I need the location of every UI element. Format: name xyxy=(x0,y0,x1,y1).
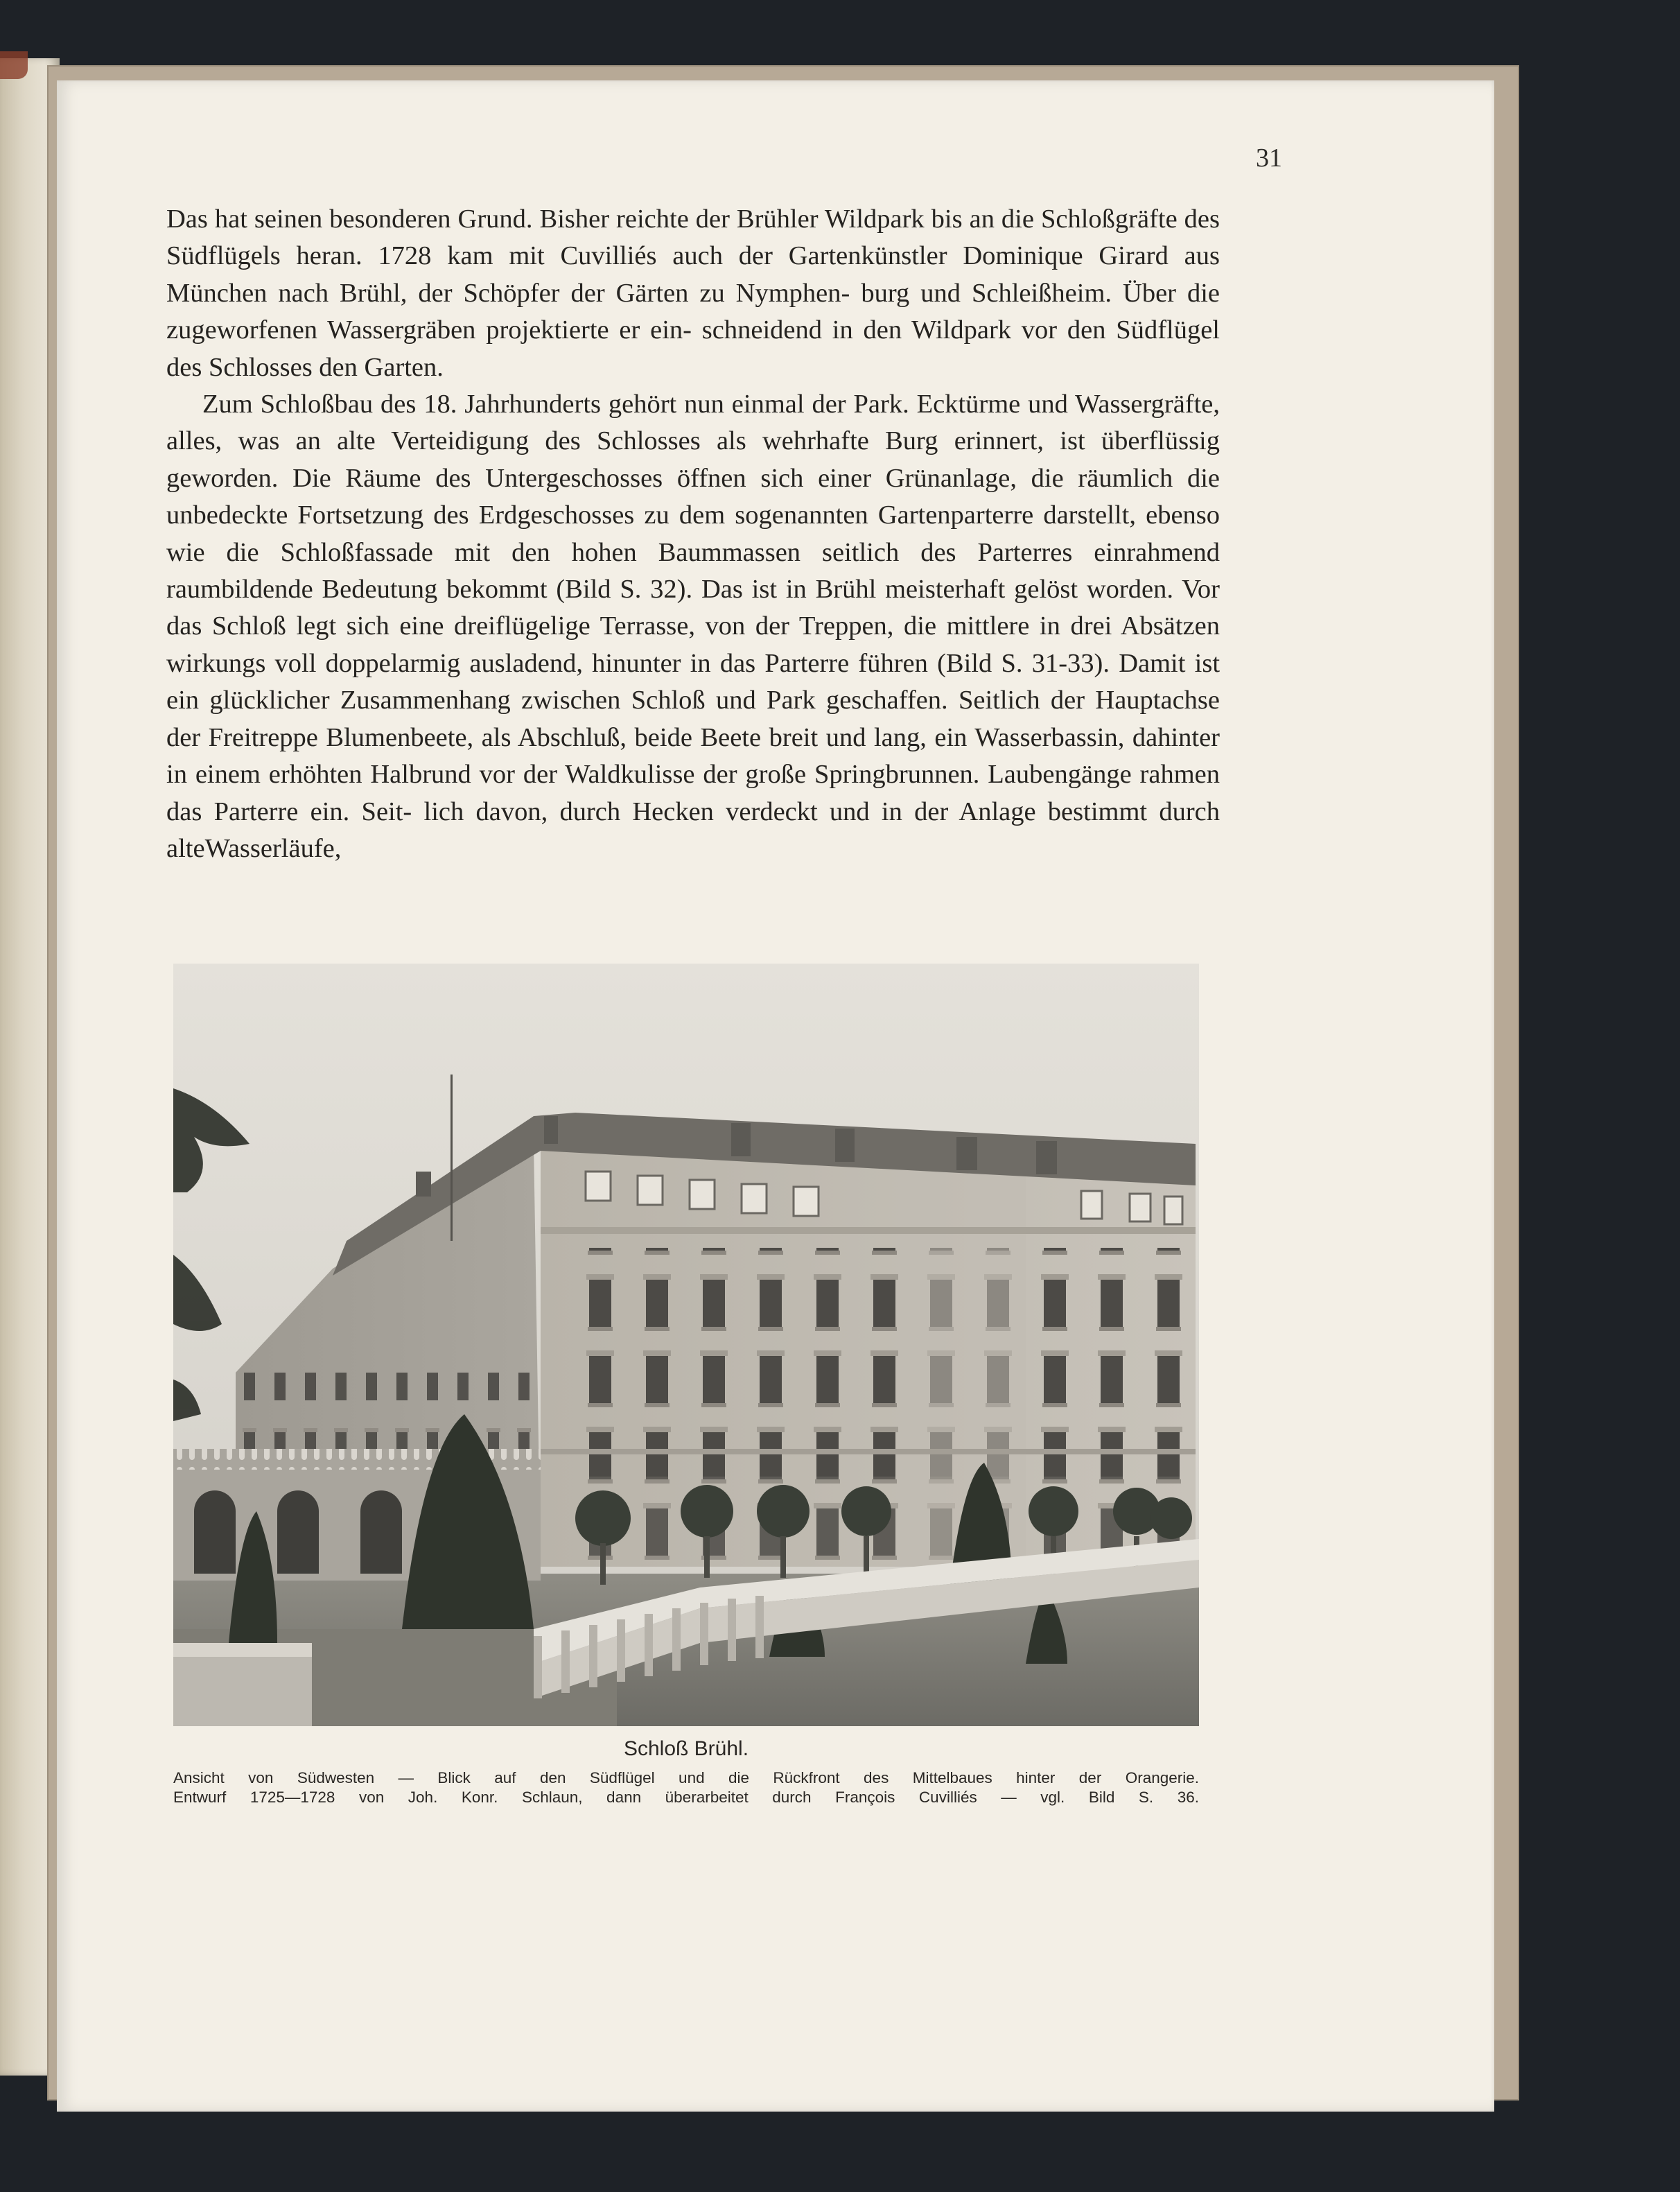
text-line: erinnert, ist überflüssig geworden. Die Räume des Untergeschosses öffnen sich xyxy=(166,426,1220,493)
text-line: und Wassergräfte, alles, was an alte Verteidigung des Schlosses als wehrhafte Burg xyxy=(166,390,1220,456)
text-line: lich davon, durch Hecken verdeckt und in der Anlage bestimmt durch alteWasserläufe, xyxy=(166,797,1220,863)
text-line: Waldkulisse der große Springbrunnen. Laubengänge rahmen das Parterre ein. Seit- xyxy=(166,760,1220,826)
text-line: Dominique Girard aus München nach Brühl, der Schöpfer der Gärten zu Nymphen- xyxy=(166,241,1220,308)
text-line: dem sogenannten Gartenparterre darstellt, ebenso wie die Schloßfassade mit den xyxy=(166,501,1220,567)
figure-caption-line: Entwurf 1725—1728 von Joh. Konr. Schlaun, dann überarbeitet durch François Cuvilliés — vgl. Bild S. 36. xyxy=(173,1789,1199,1806)
castle-photo-illustration xyxy=(173,964,1199,1726)
text-line: bekommt (Bild S. 32). Das ist in Brühl meisterhaft gelöst worden. Vor das Schloß xyxy=(166,575,1220,641)
text-line: burg und Schleißheim. Über die zugeworfenen Wassergräben projektierte er ein- xyxy=(166,278,1220,345)
text-line: Zum Schloßbau des 18. Jahrhunderts gehört nun einmal der Park. Ecktürme xyxy=(202,390,1021,419)
figure-caption-line: Ansicht von Südwesten — Blick auf den Südflügel und die Rückfront des Mittelbaues hinter der Orangerie. xyxy=(173,1769,1199,1786)
body-paragraph xyxy=(166,201,1220,386)
text-line: Damit ist ein glücklicher Zusammenhang zwischen Schloß und Park geschaffen. xyxy=(166,648,1220,715)
text-line: legt sich eine dreiflügelige Terrasse, von der Treppen, die mittlere in drei Absätzen xyxy=(296,611,1220,641)
body-paragraph xyxy=(166,386,1220,867)
text-line: Das hat seinen besonderen Grund. Bisher reichte der Brühler Wildpark bis an die xyxy=(166,205,1034,234)
figure-caption-title: Schloß Brühl. xyxy=(623,1737,749,1760)
photograph-schloss-bruehl xyxy=(173,964,1199,1726)
text-line: einer Grünanlage, die räumlich die unbedeckte Fortsetzung des Erdgeschosses zu xyxy=(166,463,1220,530)
text-line: schneidend in den Wildpark vor den Südflügel des Schlosses den Garten. xyxy=(166,315,1220,382)
text-line: hohen Baummassen seitlich des Parterres einrahmend raumbildende Bedeutung xyxy=(166,537,1220,604)
page-number: 31 xyxy=(1256,143,1282,173)
text-line: wirkungs voll doppelarmig ausladend, hinunter in das Parterre führen (Bild S. 31-33). xyxy=(166,648,1110,678)
text-line: breit und lang, ein Wasserbassin, dahinter in einem erhöhten Halbrund vor der xyxy=(166,722,1220,790)
text-line: Schloßgräfte des Südflügels heran. 1728 kam mit Cuvilliés auch der Gartenkünstler xyxy=(166,205,1220,271)
body-text xyxy=(166,201,1220,867)
text-line: Seitlich der Hauptachse der Freitreppe Blumenbeete, als Abschluß, beide Beete xyxy=(166,686,1220,752)
